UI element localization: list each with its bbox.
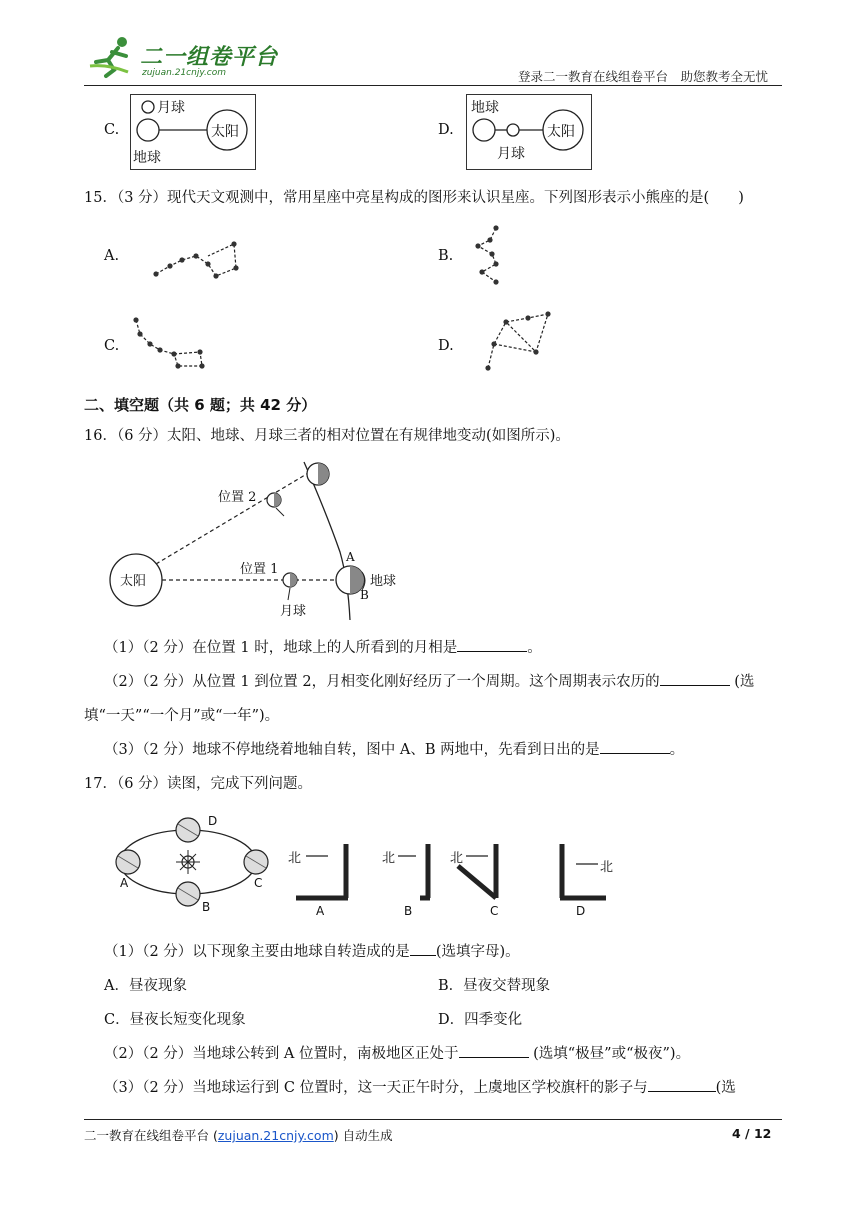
q17-sub1-end: (选填字母)。 — [435, 944, 520, 960]
q16-sub1-text: （1）（2 分）在位置 1 时，地球上的人所看到的月相是 — [104, 640, 458, 656]
q15-option-c-constellation — [130, 314, 210, 372]
logo-runner-icon — [88, 36, 138, 78]
q17-sub2-end: (选填“极昼”或“极夜”)。 — [533, 1046, 691, 1062]
logo-name: 二一组卷平台 — [140, 45, 279, 70]
q14-d-moon-label: 月球 — [497, 146, 525, 162]
q15-stem: 15．（3 分）现代天文观测中，常用星座中亮星构成的图形来认识星座。下列图形表示小熊座的是( ) — [84, 190, 744, 206]
q17-choice-c: C．昼夜长短变化现象 — [104, 1012, 246, 1028]
q15-option-d-constellation — [480, 308, 552, 374]
q17-dial-label-b: B — [404, 904, 413, 918]
q15-option-b-constellation — [472, 222, 512, 288]
q16-sub1-end: 。 — [527, 640, 542, 656]
logo-url: zujuan.21cnjy.com — [142, 68, 227, 78]
q16-fig-pos1-label: 位置 1 — [240, 562, 279, 577]
q16-fig-earth-label: 地球 — [370, 574, 397, 589]
q17-sub3-blank[interactable] — [648, 1076, 716, 1092]
q14-option-c-figure — [130, 94, 256, 170]
q17-stem: 17．（6 分）读图，完成下列问题。 — [84, 776, 313, 792]
q17-orbit-label-d: D — [208, 814, 218, 828]
header-slogan: 登录二一教育在线组卷平台 助您教考全无忧 — [518, 69, 769, 84]
q15-option-d-label: D. — [438, 338, 454, 354]
q17-sub2 — [104, 1042, 690, 1063]
q16-fig-b-label: B — [360, 588, 369, 602]
q14-c-moon-label: 月球 — [157, 100, 185, 116]
q17-sub2-blank[interactable] — [459, 1042, 529, 1058]
q14-option-d-label: D. — [438, 122, 454, 138]
footer-prefix: 二一教育在线组卷平台 ( — [84, 1128, 218, 1143]
q16-sub3-end: 。 — [669, 742, 685, 758]
q16-sub1 — [104, 636, 542, 657]
q14-c-sun-label: 太阳 — [211, 124, 239, 140]
header-rule — [84, 85, 782, 86]
q15-option-a-constellation — [150, 238, 244, 278]
q17-dial-label-c: C — [490, 904, 499, 918]
q17-orbit-label-c: C — [254, 876, 263, 890]
q16-sub1-blank[interactable] — [457, 636, 527, 652]
q17-north-b: 北 — [382, 851, 396, 866]
q17-sub3 — [104, 1076, 736, 1097]
q17-dial-label-a: A — [316, 904, 325, 918]
q16-sub2-blank[interactable] — [660, 670, 730, 686]
q17-north-c: 北 — [450, 851, 464, 866]
q17-sub2-text: （2）（2 分）当地球公转到 A 位置时，南极地区正处于 — [104, 1046, 459, 1062]
q17-sub3-end: (选 — [715, 1080, 736, 1096]
q17-orbit-label-b: B — [202, 900, 211, 914]
q15-option-a-label: A. — [104, 248, 120, 264]
q16-fig-a-label: A — [346, 550, 355, 564]
q17-figure — [110, 806, 620, 924]
q14-d-earth-label: 地球 — [471, 100, 499, 116]
q17-choice-a: A．昼夜现象 — [104, 978, 187, 994]
q16-sub3-text: （3）（2 分）地球不停地绕着地轴自转，图中 A、B 两地中，先看到日出的是 — [104, 742, 600, 758]
q16-fig-pos2-label: 位置 2 — [218, 490, 257, 505]
q16-sub2-end: (选 — [734, 674, 755, 690]
q16-sub3-blank[interactable] — [600, 738, 670, 754]
q17-north-a: 北 — [288, 851, 302, 866]
q17-choice-d: D．四季变化 — [438, 1012, 523, 1028]
q17-sub1 — [104, 940, 520, 961]
footer-rule — [84, 1119, 782, 1120]
page-number: 4 / 12 — [732, 1126, 772, 1141]
q16-sub2 — [104, 670, 754, 691]
q16-sub2-text: （2）（2 分）从位置 1 到位置 2，月相变化刚好经历了一个周期。这个周期表示农历的 — [104, 674, 660, 690]
q16-stem: 16．（6 分）太阳、地球、月球三者的相对位置在有规律地变动(如图所示)。 — [84, 428, 570, 444]
q17-sub3-text: （3）（2 分）当地球运行到 C 位置时，这一天正午时分，上虞地区学校旗杆的影子与 — [104, 1080, 648, 1096]
q16-fig-moon-label: 月球 — [280, 604, 307, 619]
q16-sub3 — [104, 738, 684, 759]
q16-figure — [100, 452, 420, 622]
q17-orbit-label-a: A — [120, 876, 129, 890]
q16-sub2-cont: 填“一天”“一个月”或“一年”)。 — [84, 708, 280, 724]
q15-option-b-label: B. — [438, 248, 454, 264]
q17-choice-b: B．昼夜交替现象 — [438, 978, 551, 994]
q14-d-sun-label: 太阳 — [547, 124, 575, 140]
section-title: 二、填空题（共 6 题；共 42 分） — [84, 396, 317, 414]
q14-option-c-label: C. — [104, 122, 120, 138]
q17-sub1-blank[interactable] — [410, 940, 436, 956]
q15-option-c-label: C. — [104, 338, 120, 354]
q17-dial-label-d: D — [576, 904, 586, 918]
footer-link[interactable]: zujuan.21cnjy.com — [217, 1128, 334, 1143]
q17-sub1-text: （1）（2 分）以下现象主要由地球自转造成的是 — [104, 944, 410, 960]
footer-suffix: ) 自动生成 — [333, 1128, 393, 1143]
q14-c-earth-label: 地球 — [133, 150, 161, 166]
q16-fig-sun-label: 太阳 — [120, 574, 147, 589]
q17-north-d: 北 — [600, 860, 614, 875]
q14-option-d-figure — [466, 94, 592, 170]
footer-source — [84, 1126, 393, 1144]
